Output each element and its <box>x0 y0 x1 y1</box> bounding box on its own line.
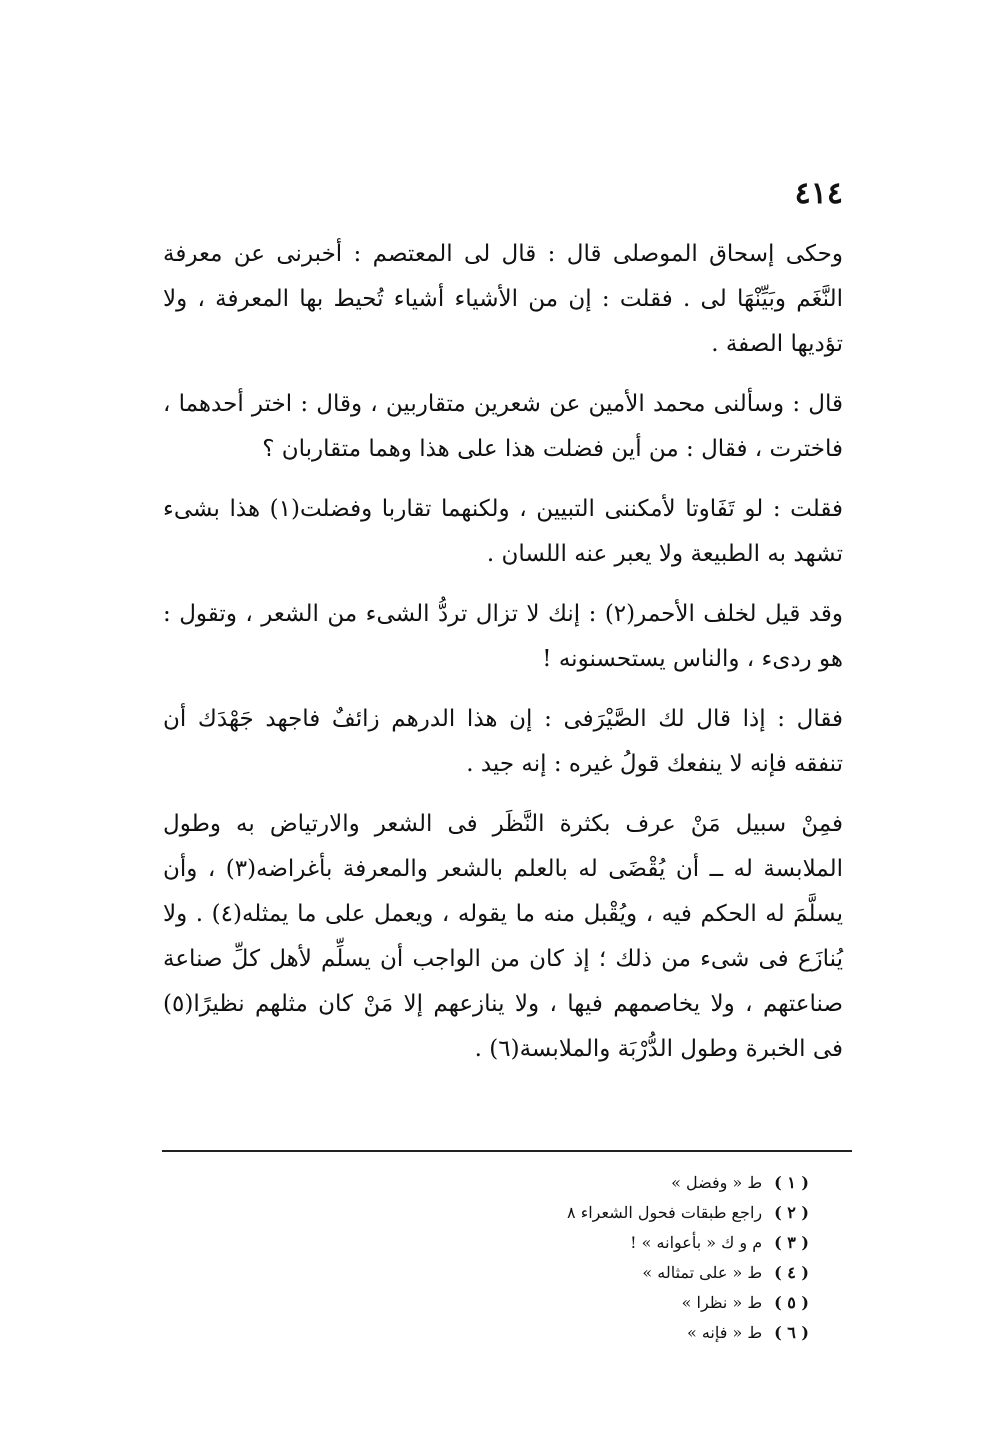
footnote <box>567 1318 809 1348</box>
footnote-number: ( ٦ ) <box>774 1323 809 1342</box>
paragraph: وحكى إسحاق الموصلى قال : قال لى المعتصم : أخبرنى عن معرفة النَّغَم وبَيِّنْهَا لى . فقلت : إن من الأشياء أشياء تُحيط بها المعرفة ، ولا تؤديها الصفة . <box>163 241 843 357</box>
footnote-text: ط « وفضل » <box>671 1173 763 1192</box>
footnote-number: ( ١ ) <box>774 1173 809 1192</box>
main-text <box>163 232 843 1087</box>
footnote-text: راجع طبقات فحول الشعراء ٨ <box>567 1203 763 1222</box>
footnote-number: ( ٣ ) <box>774 1233 809 1252</box>
paragraph: وقد قيل لخلف الأحمر(٢) : إنك لا تزال تردُّ الشىء من الشعر ، وتقول : هو ردىء ، والناس يستحسنونه ! <box>163 601 843 672</box>
footnote-text: م و ك « بأعوانه » ! <box>630 1233 763 1252</box>
paragraph: فقال : إذا قال لك الصَّيْرَفى : إن هذا الدرهم زائفٌ فاجهد جَهْدَك أن تنفقه فإنه لا ينفعك قولُ غيره : إنه جيد . <box>163 706 843 777</box>
footnote-number: ( ٥ ) <box>774 1293 809 1312</box>
footnote <box>567 1168 809 1198</box>
footnote-text: ط « نظرا » <box>681 1293 763 1312</box>
paragraph: قال : وسألنى محمد الأمين عن شعرين متقاربين ، وقال : اختر أحدهما ، فاخترت ، فقال : من أين فضلت هذا على هذا وهما متقاربان ؟ <box>163 391 843 462</box>
footnote-text: ط « فإنه » <box>686 1323 763 1342</box>
footnote <box>567 1258 809 1288</box>
footnote <box>567 1198 809 1228</box>
footnote-number: ( ٢ ) <box>774 1203 809 1222</box>
paragraph: فمِنْ سبيل مَنْ عرف بكثرة النَّظَر فى الشعر والارتياض به وطول الملابسة له ــ أن يُقْضَى له بالعلم بالشعر والمعرفة بأغراضه(٣) ، وأن يسلَّمَ له الحكم فيه ، ويُقْبل منه ما يقوله ، ويعمل على ما يمثله(٤) . ولا يُنازَع فى شىء من ذلك ؛ إذ كان من الواجب أن يسلِّم لأهل كلِّ صناعة صناعتهم ، ولا يخاصمهم فيها ، ولا ينازعهم إلا مَنْ كان مثلهم نظيرًا(٥) فى الخبرة وطول الدُّرْبَة والملابسة(٦) . <box>163 811 844 1062</box>
footnote-divider <box>162 1150 852 1152</box>
page-number: ٤١٤ <box>794 176 843 211</box>
footnote-text: ط « على تمثاله » <box>642 1263 763 1282</box>
footnote <box>567 1288 809 1318</box>
footnote <box>567 1228 809 1258</box>
paragraph: فقلت : لو تَفَاوتا لأمكننى التبيين ، ولكنهما تقاربا وفضلت(١) هذا بشىء تشهد به الطبيعة ولا يعبر عنه اللسان . <box>163 496 843 567</box>
footnotes <box>567 1168 809 1348</box>
footnote-number: ( ٤ ) <box>774 1263 809 1282</box>
